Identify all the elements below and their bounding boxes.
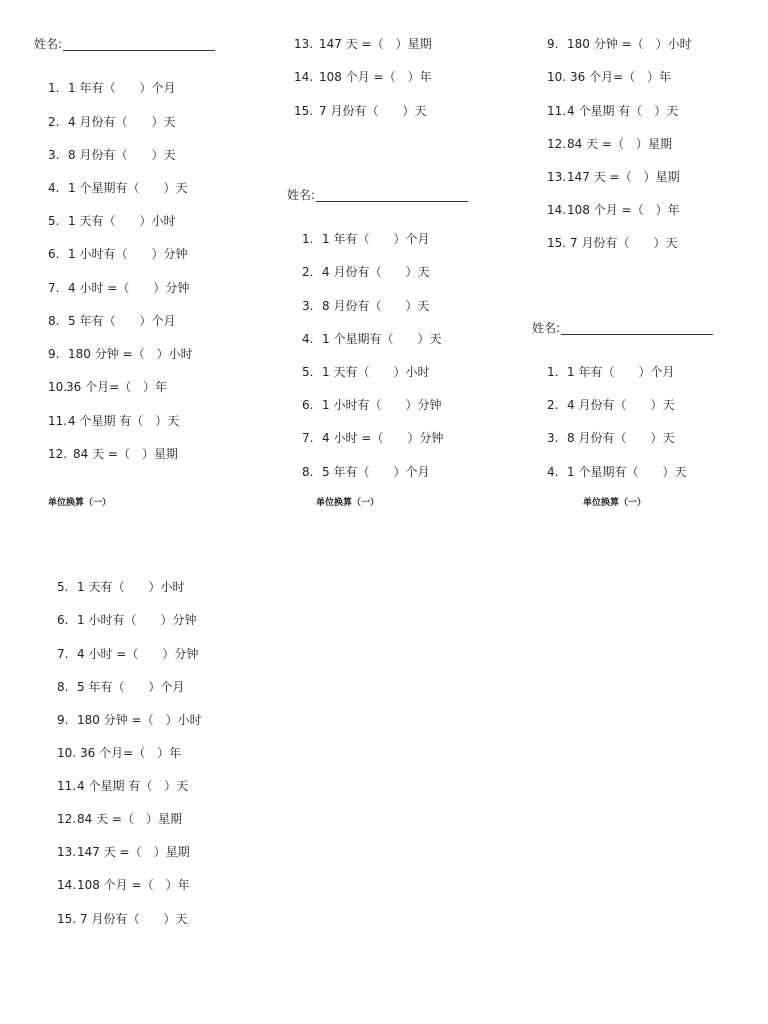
question-text: 108 个月 =（ ）年 [319,70,432,84]
question-number: 13. [294,37,314,51]
question-text: 147 天 =（ ）星期 [319,37,432,51]
question-text: 84 天 =（ ）星期 [73,447,178,461]
question-number: 4. [48,181,60,195]
question-text: 7 月份有（ ）天 [80,912,188,926]
question-text: 8 月份有（ ）天 [68,148,176,162]
question-text: 1 年有（ ）个月 [322,232,430,246]
question-number: 5. [302,365,314,379]
question-text: 108 个月 =（ ）年 [77,878,190,892]
question-item [48,380,167,394]
question-text: 147 天 =（ ）星期 [77,845,190,859]
question-item [48,115,175,129]
question-number: 4. [547,465,559,479]
question-number: 11. [48,414,68,428]
name-field [532,321,713,335]
question-number: 8. [302,465,314,479]
question-text: 7 月份有（ ）天 [319,104,427,118]
question-text: 36 个月=（ ）年 [66,380,168,394]
question-item [48,414,179,428]
question-text: 4 月份有（ ）天 [68,115,176,129]
question-item [48,81,175,95]
question-item [48,247,187,261]
question-text: 84 天 =（ ）星期 [77,812,182,826]
question-item [57,647,198,661]
question-number: 15. [547,236,567,250]
question-item [302,265,429,279]
question-item [57,746,181,760]
question-number: 8. [48,314,60,328]
name-label: 姓名: [532,321,561,335]
question-number: 8. [57,680,69,694]
question-item [294,104,426,118]
name-label: 姓名: [34,37,63,51]
worksheet-title: 单位换算（一） [583,498,647,508]
question-text: 180 分钟 =（ ）小时 [567,37,692,51]
question-item [57,912,187,926]
question-number: 1. [48,81,60,95]
question-item [547,37,692,51]
name-field [34,37,215,51]
question-text: 36 个月=（ ）年 [570,70,672,84]
question-number: 14. [57,878,77,892]
question-item [294,70,432,84]
question-item [48,347,193,361]
question-text: 147 天 =（ ）星期 [567,170,680,184]
name-blank-line[interactable] [63,39,215,51]
question-number: 5. [48,214,60,228]
question-text: 4 小时 =（ ）分钟 [77,647,199,661]
question-text: 1 天有（ ）小时 [68,214,176,228]
question-number: 7. [48,281,60,295]
question-text: 1 天有（ ）小时 [322,365,430,379]
question-item [57,878,190,892]
question-item [302,299,429,313]
worksheet-title: 单位换算（一） [316,498,380,508]
question-text: 180 分钟 =（ ）小时 [77,713,202,727]
question-text: 1 个星期有（ ）天 [68,181,188,195]
question-text: 4 小时 =（ ）分钟 [68,281,190,295]
name-field [287,188,468,202]
question-item [57,680,184,694]
question-number: 9. [547,37,559,51]
question-number: 14. [547,203,567,217]
question-number: 3. [302,299,314,313]
question-item [547,137,672,151]
question-text: 4 个星期 有（ ）天 [77,779,189,793]
question-number: 13. [57,845,77,859]
question-item [547,104,678,118]
question-number: 4. [302,332,314,346]
question-text: 5 年有（ ）个月 [322,465,430,479]
question-item [302,232,429,246]
question-number: 11. [57,779,77,793]
question-text: 1 个星期有（ ）天 [322,332,442,346]
question-item [302,431,443,445]
question-item [57,779,188,793]
question-item [547,203,680,217]
question-number: 9. [57,713,69,727]
question-number: 6. [302,398,314,412]
worksheet-title: 单位换算（一） [48,498,112,508]
question-text: 4 个星期 有（ ）天 [567,104,679,118]
question-text: 4 小时 =（ ）分钟 [322,431,444,445]
question-item [547,365,674,379]
question-item [57,613,196,627]
question-item [547,398,674,412]
question-text: 1 个星期有（ ）天 [567,465,687,479]
question-number: 6. [57,613,69,627]
question-number: 10. [48,380,68,394]
question-item [57,713,202,727]
question-text: 8 月份有（ ）天 [567,431,675,445]
question-number: 12. [57,812,77,826]
question-item [547,431,674,445]
question-number: 9. [48,347,60,361]
question-number: 10. [57,746,77,760]
question-number: 6. [48,247,60,261]
question-number: 14. [294,70,314,84]
name-label: 姓名: [287,188,316,202]
question-text: 108 个月 =（ ）年 [567,203,680,217]
question-number: 7. [302,431,314,445]
question-item [547,465,686,479]
question-number: 3. [48,148,60,162]
question-item [57,845,190,859]
question-number: 2. [302,265,314,279]
question-text: 1 小时有（ ）分钟 [68,247,188,261]
question-number: 12. [48,447,68,461]
name-blank-line[interactable] [316,190,468,202]
question-item [48,181,187,195]
question-item [48,447,178,461]
question-number: 3. [547,431,559,445]
question-number: 2. [48,115,60,129]
question-number: 10. [547,70,567,84]
question-text: 1 年有（ ）个月 [68,81,176,95]
name-blank-line[interactable] [561,323,713,335]
question-number: 7. [57,647,69,661]
question-number: 15. [294,104,314,118]
question-number: 12. [547,137,567,151]
question-item [302,465,429,479]
question-item [547,236,677,250]
question-text: 5 年有（ ）个月 [77,680,185,694]
question-text: 1 年有（ ）个月 [567,365,675,379]
question-number: 1. [547,365,559,379]
question-number: 15. [57,912,77,926]
question-item [547,70,671,84]
question-text: 5 年有（ ）个月 [68,314,176,328]
question-text: 4 月份有（ ）天 [322,265,430,279]
question-item [57,580,184,594]
question-text: 4 个星期 有（ ）天 [68,414,180,428]
question-item [302,332,441,346]
question-text: 180 分钟 =（ ）小时 [68,347,193,361]
question-text: 7 月份有（ ）天 [570,236,678,250]
question-text: 1 小时有（ ）分钟 [322,398,442,412]
question-number: 1. [302,232,314,246]
question-item [48,281,189,295]
question-text: 1 天有（ ）小时 [77,580,185,594]
question-item [48,314,175,328]
question-text: 4 月份有（ ）天 [567,398,675,412]
question-item [57,812,182,826]
question-item [48,214,175,228]
question-text: 1 小时有（ ）分钟 [77,613,197,627]
question-number: 13. [547,170,567,184]
question-number: 5. [57,580,69,594]
question-item [48,148,175,162]
question-item [294,37,432,51]
question-item [302,365,429,379]
question-item [547,170,680,184]
question-text: 8 月份有（ ）天 [322,299,430,313]
question-text: 36 个月=（ ）年 [80,746,182,760]
question-number: 2. [547,398,559,412]
question-number: 11. [547,104,567,118]
question-item [302,398,441,412]
question-text: 84 天 =（ ）星期 [567,137,672,151]
